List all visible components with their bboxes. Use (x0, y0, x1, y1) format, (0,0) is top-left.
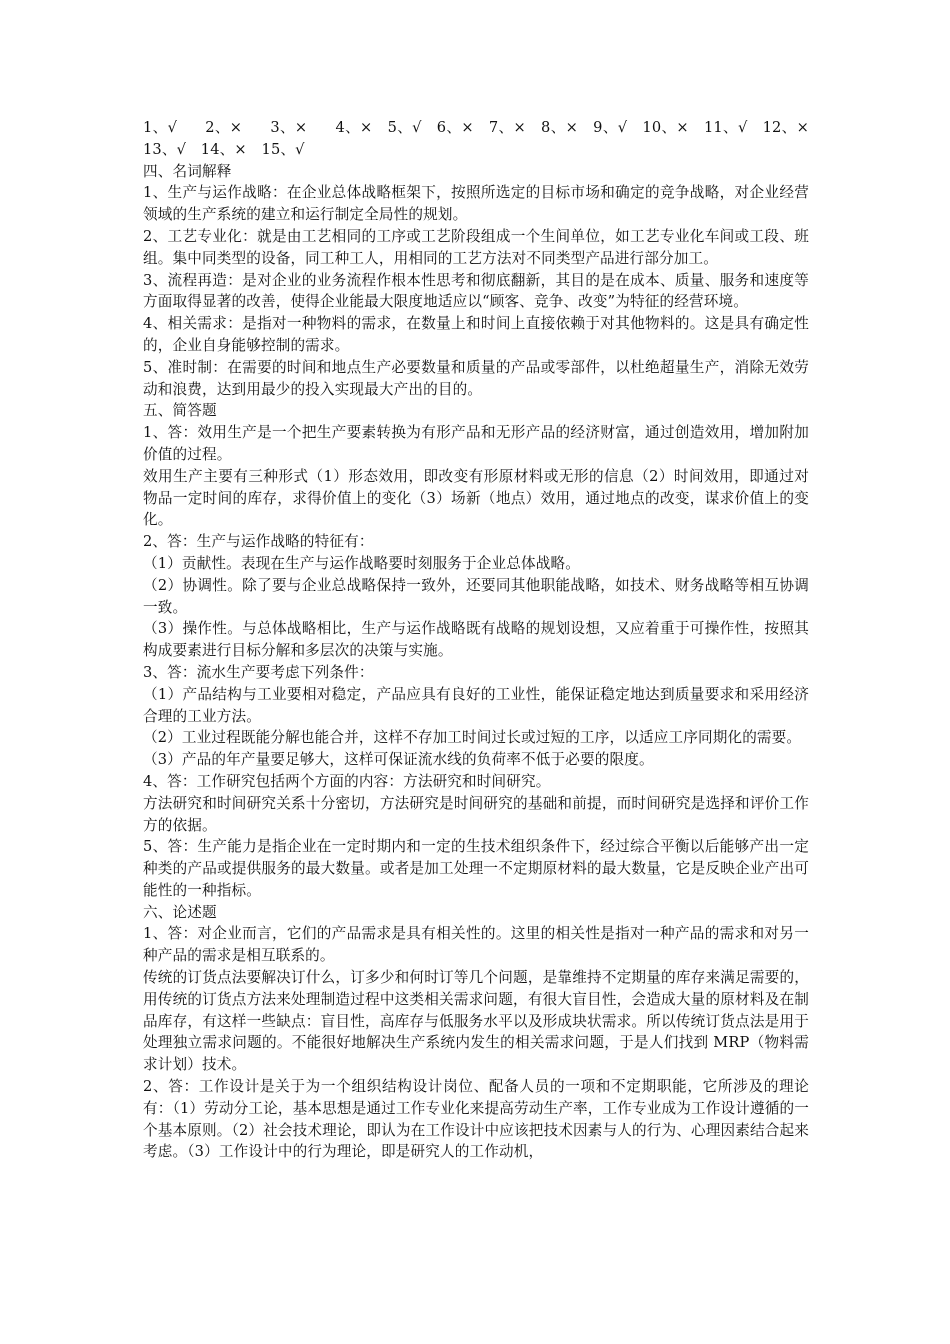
true-false-answers: 1、√ 2、× 3、× 4、× 5、√ 6、× 7、× 8、× 9、√ 10、× 11、√ 12、× 13、√ 14、× 15、√ (143, 119, 824, 158)
short-answer-paragraph: 3、答：流水生产要考虑下列条件： (143, 663, 374, 681)
short-answer-paragraph: （3）操作性。与总体战略相比，生产与运作战略既有战略的规划设想，又应着重于可操作性，按照其构成要素进行目标分解和多层次的决策与实施。 (143, 620, 809, 660)
section-six-heading: 六、论述题 (143, 903, 217, 921)
section-four-heading: 四、名词解释 (143, 162, 232, 180)
essay-paragraph: 传统的订货点法要解决订什么，订多少和何时订等几个问题，是靠维持不定期量的库存来满足需要的，用传统的订货点方法来处理制造过程中这类相关需求问题，有很大盲目性，会造成大量的原材料及在制品库存，有这样一些缺点：盲目性，高库存与低服务水平以及形成块状需求。所以传统订货点法是用于处理独立需求问题的。不能很好地解决生产系统内发生的相关需求问题，于是人们找到 MRP（物料需求计划）技术。 (143, 969, 809, 1074)
short-answer-paragraph: 方法研究和时间研究关系十分密切，方法研究是时间研究的基础和前提，而时间研究是选择和评价工作方的依据。 (143, 794, 809, 834)
essay-paragraph: 2、答：工作设计是关于为一个组织结构设计岗位、配备人员的一项和不定期职能，它所涉及的理论有：（1）劳动分工论，基本思想是通过工作专业化来提高劳动生产率，工作专业成为工作设计遵循的一个基本原则。（2）社会技术理论，即认为在工作设计中应该把技术因素与人的行为、心理因素结合起来考虑。（3）工作设计中的行为理论，即是研究人的工作动机， (143, 1078, 809, 1161)
short-answer-paragraph: 5、答：生产能力是指企业在一定时期内和一定的生技术组织条件下，经过综合平衡以后能够产出一定种类的产品或提供服务的最大数量。或者是加工处理一不定期原材料的最大数量，它是反映企业产出可能性的一种指标。 (143, 838, 809, 899)
short-answer-paragraph: （2）工业过程既能分解也能合并，这样不存加工时间过长或过短的工序，以适应工序同期化的需要。 (143, 729, 802, 747)
essay-paragraph: 1、答：对企业而言，它们的产品需求是具有相关性的。这里的相关性是指对一种产品的需求和对另一种产品的需求是相互联系的。 (143, 925, 809, 965)
short-answer-paragraph: （3）产品的年产量要足够大，这样可保证流水线的负荷率不低于必要的限度。 (143, 751, 654, 769)
short-answer-paragraph: 2、答：生产与运作战略的特征有： (143, 533, 374, 551)
term-definition: 1、生产与运作战略：在企业总体战略框架下，按照所选定的目标市场和确定的竞争战略，对企业经营领域的生产系统的建立和运行制定全局性的规划。 (143, 184, 809, 224)
short-answer-paragraph: 1、答：效用生产是一个把生产要素转换为有形产品和无形产品的经济财富，通过创造效用，增加附加价值的过程。 (143, 424, 809, 463)
term-definition: 4、相关需求：是指对一种物料的需求，在数量上和时间上直接依赖于对其他物料的。这是具有确定性的，企业自身能够控制的需求。 (143, 315, 809, 354)
short-answer-paragraph: 4、答：工作研究包括两个方面的内容：方法研究和时间研究。 (143, 772, 551, 790)
short-answer-paragraph: （2）协调性。除了要与企业总战略保持一致外，还要同其他职能战略，如技术、财务战略等相互协调一致。 (143, 576, 809, 616)
short-answer-paragraph: 效用生产主要有三种形式（1）形态效用，即改变有形原材料或无形的信息（2）时间效用，即通过对物品一定时间的库存，求得价值上的变化（3）场新（地点）效用，通过地点的改变，谋求价值上的变化。 (143, 467, 809, 529)
short-answer-paragraph: （1）产品结构与工业要相对稳定，产品应具有良好的工业性，能保证稳定地达到质量要求和采用经济合理的工业方法。 (143, 685, 809, 725)
term-definition: 3、流程再造：是对企业的业务流程作根本性思考和彻底翻新，其目的是在成本、质量、服务和速度等方面取得显著的改善，使得企业能最大限度地适应以“顾客、竞争、改变”为特征的经营环境。 (143, 271, 809, 311)
document-page (143, 117, 824, 1163)
term-definition: 5、准时制：在需要的时间和地点生产必要数量和质量的产品或零部件，以杜绝超量生产，消除无效劳动和浪费，达到用最少的投入实现最大产出的目的。 (143, 358, 809, 398)
section-five-heading: 五、简答题 (143, 402, 217, 420)
term-definition: 2、工艺专业化：就是由工艺相同的工序或工艺阶段组成一个生间单位，如工艺专业化车间或工段、班组。集中同类型的设备，同工种工人，用相同的工艺方法对不同类型产品进行部分加工。 (143, 227, 809, 267)
short-answer-paragraph: （1）贡献性。表现在生产与运作战略要时刻服务于企业总体战略。 (143, 554, 581, 572)
